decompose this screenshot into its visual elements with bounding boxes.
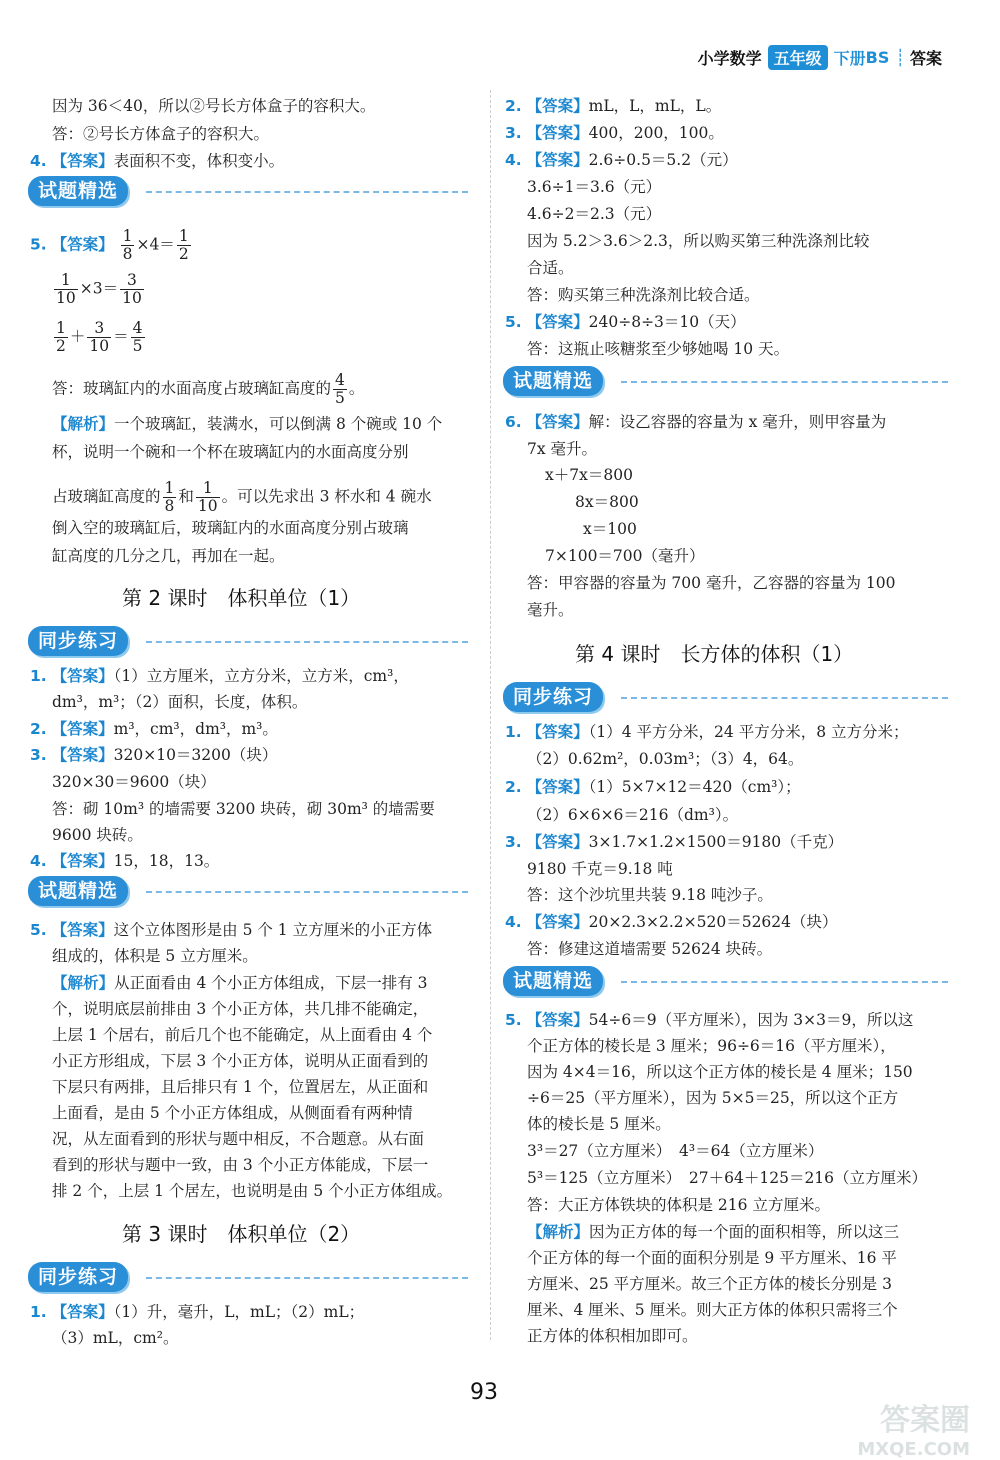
fraction: [333, 372, 347, 407]
text-line: dm³，m³；（2）面积，长度，体积。: [52, 693, 308, 711]
answer-tag: 【答案】: [526, 1011, 589, 1029]
question-2: [30, 719, 278, 739]
analysis-line: 上面看，是由 5 个小正方体组成，从侧面看有两种情: [52, 1104, 413, 1122]
question-4: [505, 150, 738, 170]
text-line: 9180 千克＝9.18 吨: [527, 860, 673, 878]
header-edition: BS: [865, 48, 890, 67]
numerator: 1: [54, 272, 78, 290]
operator: ＋: [69, 327, 86, 346]
question-2: [505, 777, 801, 797]
numerator: 4: [335, 371, 345, 389]
text-line: 答：这个沙坑里共装 9.18 吨沙子。: [527, 886, 773, 904]
denominator: 5: [335, 389, 345, 407]
banner-tongbu-lianxi: [28, 626, 468, 656]
question-1: [30, 666, 409, 686]
operator: ×4＝: [136, 235, 175, 254]
fraction: [131, 320, 145, 355]
answer-tag: 【答案】: [51, 746, 114, 764]
question-2: [505, 96, 721, 116]
banner-label: 试题精选: [503, 966, 603, 996]
header-term: 下册: [833, 49, 866, 68]
text-line: 因为 5.2＞3.6＞2.3，所以购买第三种洗涤剂比较: [527, 232, 870, 250]
equation-line: [52, 320, 147, 355]
equation-line: 8x＝800: [575, 493, 639, 511]
analysis-text: 从正面看由 4 个小正方体组成，下层一排有 3: [114, 974, 428, 992]
denominator: 2: [56, 337, 66, 355]
operator: ＝: [113, 327, 129, 346]
text-line: 答：大正方体铁块的体积是 216 立方厘米。: [527, 1196, 830, 1214]
question-5: [30, 920, 432, 940]
question-number: 2.: [505, 97, 522, 115]
answer-tag: 【答案】: [526, 97, 589, 115]
question-number: 3.: [505, 833, 522, 851]
banner-label: 同步练习: [28, 1262, 128, 1292]
analysis-line: 杯，说明一个碗和一个杯在玻璃缸内的水面高度分别: [52, 443, 409, 461]
answer-text: 3×1.7×1.2×1500＝9180（千克）: [588, 833, 844, 851]
analysis-line: [52, 973, 428, 993]
denominator: 10: [197, 497, 218, 515]
equation-line: 7×100＝700（毫升）: [545, 547, 705, 565]
question-number: 2.: [30, 720, 47, 738]
text-line: 答：②号长方体盒子的容积大。: [52, 125, 270, 143]
question-6: [505, 412, 886, 432]
question-number: 5.: [30, 235, 47, 254]
answer-tag: 【答案】: [51, 152, 114, 170]
text-line: 5³＝125（立方厘米） 27＋64＋125＝216（立方厘米）: [527, 1169, 928, 1187]
question-4: [505, 912, 838, 932]
column-divider: [490, 90, 491, 1340]
analysis-line: 小正方形组成，下层 3 个小正方体，说明从正面看到的: [52, 1052, 429, 1070]
answer-tag: 【答案】: [526, 723, 589, 741]
answer-tag: 【答案】: [51, 235, 114, 254]
text-line: 个正方体的棱长是 3 厘米；96÷6＝16（平方厘米），: [527, 1037, 896, 1055]
analysis-line: 厘米、4 厘米、5 厘米。则大正方体的体积只需将三个: [527, 1301, 898, 1319]
text-line: ÷6＝25（平方厘米），因为 5×5＝25，所以这个正方: [527, 1089, 899, 1107]
text-line: 答：甲容器的容量为 700 毫升，乙容器的容量为 100: [527, 574, 896, 592]
analysis-line: 排 2 个，上层 1 个居左，也说明是由 5 个小正方体组成。: [52, 1182, 453, 1200]
question-number: 3.: [505, 124, 522, 142]
fraction: [54, 320, 68, 355]
fraction: [196, 480, 220, 515]
answer-tag: 【答案】: [51, 667, 114, 685]
text-line: 4.6÷2＝2.3（元）: [527, 205, 662, 223]
answer-tag: 【答案】: [526, 313, 589, 331]
answer-text: （1）4 平方分米，24 平方分米，8 立方分米；: [588, 723, 909, 741]
analysis-text: 。可以先求出 3 杯水和 4 碗水: [221, 487, 432, 506]
answer-tag: 【答案】: [526, 778, 589, 796]
banner-dash-line: [621, 981, 948, 983]
banner-tongbu-lianxi: [28, 1262, 468, 1292]
text-line: 组成的，体积是 5 立方厘米。: [52, 947, 258, 965]
denominator: 10: [122, 289, 142, 307]
answer-text: 2.6÷0.5＝5.2（元）: [588, 151, 738, 169]
denominator: 10: [89, 337, 110, 355]
question-1: [505, 722, 908, 742]
text-line: 体的棱长是 5 厘米。: [527, 1115, 671, 1133]
banner-dash-line: [621, 381, 948, 383]
answer-text: 答：玻璃缸内的水面高度占玻璃缸高度的: [52, 379, 332, 398]
question-number: 4.: [505, 151, 522, 169]
text-line: 答：这瓶止咳糖浆至少够她喝 10 天。: [527, 340, 790, 358]
banner-label: 同步练习: [503, 682, 603, 712]
question-number: 6.: [505, 413, 522, 431]
analysis-line: 正方体的体积相加即可。: [527, 1327, 698, 1345]
analysis-tag: 【解析】: [52, 415, 115, 433]
analysis-text: 因为正方体的每一个面的面积相等，所以这三: [589, 1223, 900, 1241]
text-line: 毫升。: [527, 601, 574, 619]
header-subject: 小学数学: [697, 49, 762, 68]
answer-text: 15，18，13。: [113, 852, 220, 870]
banner-dash-line: [621, 697, 948, 699]
fraction: [54, 272, 78, 307]
analysis-line: 看到的形状与题中一致，由 3 个小正方体能成，下层一: [52, 1156, 429, 1174]
answer-tag: 【答案】: [51, 720, 114, 738]
text-line: 答：购买第三种洗涤剂比较合适。: [527, 286, 760, 304]
numerator: 1: [122, 227, 133, 245]
banner-shiti-jingxuan: [503, 366, 948, 396]
answer-tag: 【答案】: [51, 852, 114, 870]
answer-text: 解：设乙容器的容量为 x 毫升，则甲容量为: [588, 413, 887, 431]
page-header: [698, 45, 942, 70]
answer-text: m³，cm³，dm³，m³。: [113, 720, 278, 738]
answer-text: 54÷6＝9（平方厘米），因为 3×3＝9，所以这: [588, 1011, 914, 1029]
analysis-line: [527, 1222, 899, 1242]
banner-shiti-jingxuan: [28, 176, 468, 206]
analysis-line: [52, 414, 442, 434]
numerator: 3: [87, 320, 111, 338]
banner-shiti-jingxuan: [28, 876, 468, 906]
header-separator: ┊: [895, 48, 904, 67]
question-1: [30, 1302, 364, 1322]
answer-text: 240÷8÷3＝10（天）: [588, 313, 746, 331]
question-4: [30, 851, 219, 871]
answer-text: （1）升，毫升，L，mL；（2）mL；: [113, 1303, 365, 1321]
analysis-line: 个，说明底层前排由 3 个小正方体，共几排不能确定，: [52, 1000, 429, 1018]
equation-line: x＝100: [583, 520, 637, 538]
denominator: 5: [132, 337, 143, 355]
analysis-tag: 【解析】: [52, 974, 115, 992]
numerator: 1: [56, 319, 66, 337]
numerator: 1: [164, 479, 175, 497]
answer-line: [52, 372, 364, 407]
banner-label: 试题精选: [28, 876, 128, 906]
question-3: [30, 745, 277, 765]
text-line: 9600 块砖。: [52, 826, 143, 844]
fraction: [120, 272, 144, 307]
text-line: （3）mL，cm²。: [52, 1329, 179, 1347]
numerator: 3: [120, 272, 144, 290]
question-number: 5.: [30, 921, 47, 939]
header-grade-badge: 五年级: [768, 45, 828, 70]
equation-line: x＋7x＝800: [545, 466, 633, 484]
analysis-text: 和: [178, 487, 194, 506]
question-5: [30, 228, 193, 263]
fraction: [121, 228, 135, 263]
banner-label: 试题精选: [28, 176, 128, 206]
text-line: （2）0.62m²，0.03m³；（3）4，64。: [527, 750, 804, 768]
watermark-logo: [760, 1395, 970, 1460]
text-line: 答：砌 10m³ 的墙需要 3200 块砖，砌 30m³ 的墙需要: [52, 800, 435, 818]
answer-tag: 【答案】: [526, 413, 589, 431]
numerator: 1: [196, 480, 220, 498]
denominator: 10: [56, 289, 76, 307]
text-line: 320×30＝9600（块）: [52, 773, 216, 791]
question-5: [505, 1010, 913, 1030]
answer-text: （1）5×7×12＝420（cm³）；: [588, 778, 801, 796]
question-number: 4.: [505, 913, 522, 931]
text-line: （2）6×6×6＝216（dm³）。: [527, 806, 739, 824]
analysis-line: 倒入空的玻璃缸后，玻璃缸内的水面高度分别占玻璃: [52, 519, 409, 537]
analysis-line: 上层 1 个居右，前后几个也不能确定，从上面看由 4 个: [52, 1026, 433, 1044]
question-number: 5.: [505, 313, 522, 331]
operator: ×3＝: [79, 279, 119, 298]
text-line: 3³＝27（立方厘米） 4³＝64（立方厘米）: [527, 1142, 824, 1160]
watermark-url: MXQE.COM: [857, 1439, 970, 1460]
banner-label: 试题精选: [503, 366, 603, 396]
analysis-tag: 【解析】: [527, 1223, 590, 1241]
banner-label: 同步练习: [28, 626, 128, 656]
question-number: 4.: [30, 852, 47, 870]
answer-text: 表面积不变，体积变小。: [113, 152, 285, 170]
answer-text: （1）立方厘米，立方分米，立方米，cm³，: [113, 667, 409, 685]
answer-tag: 【答案】: [51, 921, 114, 939]
banner-dash-line: [146, 891, 468, 893]
equation-line: [52, 272, 146, 307]
question-number: 2.: [505, 778, 522, 796]
punctuation: 。: [348, 379, 365, 398]
analysis-text: 占玻璃缸高度的: [52, 487, 161, 506]
analysis-line: 缸高度的几分之几，再加在一起。: [52, 547, 285, 565]
answer-text: 20×2.3×2.2×520＝52624（块）: [588, 913, 838, 931]
question-number: 4.: [30, 152, 47, 170]
lesson-title: 第 4 课时 长方体的体积（1）: [575, 642, 854, 666]
text-line: 因为 36＜40，所以②号长方体盒子的容积大。: [52, 97, 376, 115]
answer-text: 这个立体图形是由 5 个 1 立方厘米的小正方体: [113, 921, 433, 939]
question-number: 1.: [30, 1303, 47, 1321]
fraction: [177, 228, 191, 263]
denominator: 8: [122, 245, 133, 263]
answer-text: 400，200，100。: [588, 124, 724, 142]
banner-dash-line: [146, 641, 468, 643]
question-number: 1.: [505, 723, 522, 741]
lesson-title: 第 2 课时 体积单位（1）: [122, 586, 361, 610]
denominator: 8: [164, 497, 175, 515]
page-number: 93: [470, 1380, 498, 1405]
banner-shiti-jingxuan: [503, 966, 948, 996]
answer-tag: 【答案】: [51, 1303, 114, 1321]
lesson-title: 第 3 课时 体积单位（2）: [122, 1222, 361, 1246]
answer-tag: 【答案】: [526, 124, 589, 142]
header-section: 答案: [909, 49, 942, 68]
answer-tag: 【答案】: [526, 151, 589, 169]
banner-tongbu-lianxi: [503, 682, 948, 712]
question-5: [505, 312, 746, 332]
analysis-text: 一个玻璃缸，装满水，可以倒满 8 个碗或 10 个: [114, 415, 443, 433]
text-line: 7x 毫升。: [527, 440, 598, 458]
denominator: 2: [178, 245, 189, 263]
numerator: 4: [132, 319, 143, 337]
question-3: [505, 832, 843, 852]
fraction: [87, 320, 111, 355]
question-number: 3.: [30, 746, 47, 764]
answer-tag: 【答案】: [526, 833, 589, 851]
text-line: 合适。: [527, 259, 574, 277]
analysis-line: [52, 480, 432, 515]
banner-dash-line: [146, 1277, 468, 1279]
text-line: 因为 4×4＝16，所以这个正方体的棱长是 4 厘米；150: [527, 1063, 913, 1081]
banner-dash-line: [146, 191, 468, 193]
analysis-line: 况，从左面看到的形状与题中相反，不合题意。从右面: [52, 1130, 425, 1148]
text-line: 3.6÷1＝3.6（元）: [527, 178, 662, 196]
question-3: [505, 123, 724, 143]
answer-text: mL，L，mL，L。: [588, 97, 722, 115]
answer-tag: 【答案】: [526, 913, 589, 931]
question-4: [30, 151, 284, 171]
question-number: 5.: [505, 1011, 522, 1029]
fraction: [163, 480, 177, 515]
analysis-line: 方厘米、25 平方厘米。故三个正方体的棱长分别是 3: [527, 1275, 892, 1293]
numerator: 1: [178, 227, 189, 245]
answer-text: 320×10＝3200（块）: [113, 746, 278, 764]
watermark-text: 答案圈: [880, 1403, 970, 1438]
text-line: 答：修建这道墙需要 52624 块砖。: [527, 940, 773, 958]
analysis-line: 个正方体的每一个面的面积分别是 9 平方厘米、16 平: [527, 1249, 897, 1267]
analysis-line: 下层只有两排，且后排只有 1 个，位置居左，从正面和: [52, 1078, 429, 1096]
question-number: 1.: [30, 667, 47, 685]
